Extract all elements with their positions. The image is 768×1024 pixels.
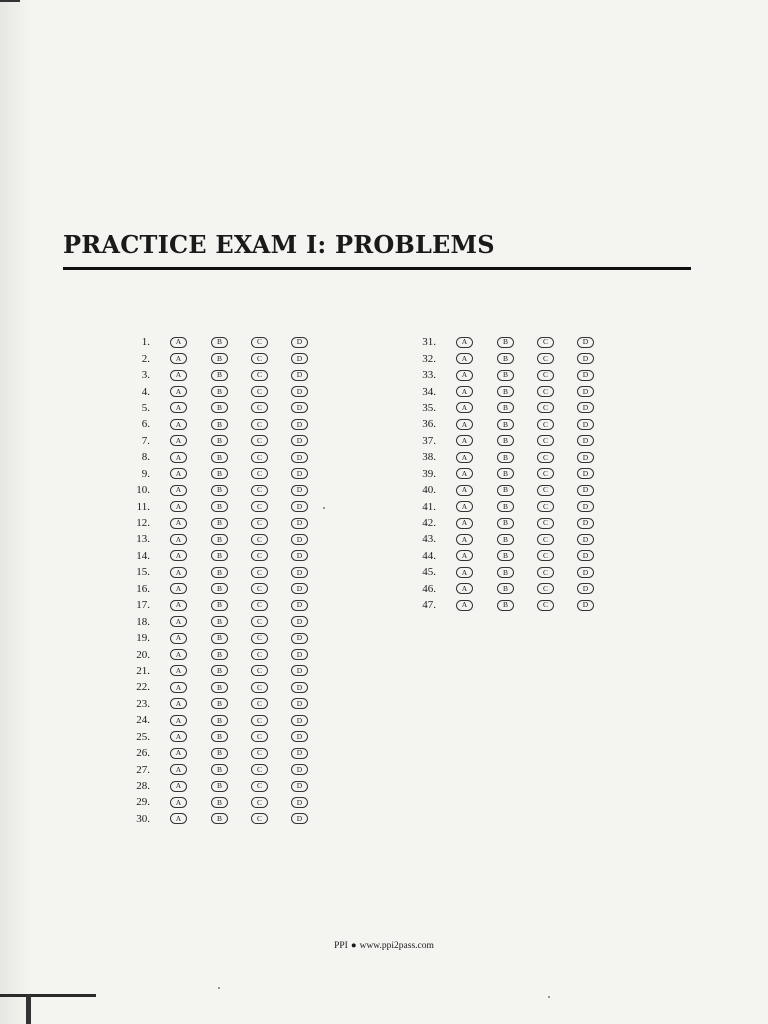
answer-bubble-b[interactable]: B <box>211 813 228 824</box>
answer-bubble-b[interactable]: B <box>211 698 228 709</box>
scan-corner-mark <box>26 995 31 1024</box>
answer-bubble-d[interactable]: D <box>291 518 308 529</box>
answer-row <box>404 350 594 366</box>
answer-bubble-b[interactable]: B <box>497 501 514 512</box>
answer-row <box>404 383 594 399</box>
answer-bubble-c[interactable]: C <box>251 402 268 413</box>
scan-speck <box>548 996 550 998</box>
answer-row <box>118 613 308 629</box>
page-footer <box>0 941 768 951</box>
question-number: 1. <box>141 336 150 349</box>
question-number: 35. <box>422 401 436 414</box>
scan-speck <box>218 987 220 989</box>
question-number: 43. <box>422 533 436 546</box>
answer-bubble-c[interactable]: C <box>251 633 268 644</box>
question-number: 42. <box>422 517 436 530</box>
answer-row <box>404 400 594 416</box>
answer-row <box>118 679 308 695</box>
answer-bubble-a[interactable]: A <box>170 698 187 709</box>
answer-row <box>118 350 308 366</box>
answer-bubble-d[interactable]: D <box>291 501 308 512</box>
scan-speck <box>323 507 325 509</box>
answer-bubble-a[interactable]: A <box>170 731 187 742</box>
question-number: 45. <box>422 566 436 579</box>
answer-column-left <box>118 334 308 827</box>
answer-row <box>404 548 594 564</box>
answer-bubble-d[interactable]: D <box>577 353 594 364</box>
answer-bubble-c[interactable]: C <box>537 518 554 529</box>
answer-bubble-c[interactable]: C <box>537 353 554 364</box>
answer-row <box>118 778 308 794</box>
answer-bubble-d[interactable]: D <box>577 435 594 446</box>
answer-bubble-b[interactable]: B <box>211 731 228 742</box>
answer-bubble-a[interactable]: A <box>456 534 473 545</box>
question-number: 44. <box>422 549 436 562</box>
answer-bubble-a[interactable]: A <box>170 567 187 578</box>
answer-row <box>118 416 308 432</box>
page-title: PRACTICE EXAM I: PROBLEMS <box>63 230 495 259</box>
answer-row <box>118 630 308 646</box>
answer-bubble-d[interactable]: D <box>291 649 308 660</box>
answer-bubble-d[interactable]: D <box>291 402 308 413</box>
answer-row <box>118 729 308 745</box>
answer-bubble-b[interactable]: B <box>211 402 228 413</box>
answer-bubble-d[interactable]: D <box>577 419 594 430</box>
answer-bubble-d[interactable]: D <box>577 518 594 529</box>
answer-bubble-a[interactable]: A <box>170 337 187 348</box>
answer-row <box>404 531 594 547</box>
answer-bubble-a[interactable]: A <box>456 419 473 430</box>
answer-row <box>118 482 308 498</box>
answer-bubble-d[interactable]: D <box>291 600 308 611</box>
answer-bubble-b[interactable]: B <box>497 468 514 479</box>
answer-bubble-c[interactable]: C <box>251 583 268 594</box>
answer-bubble-c[interactable]: C <box>251 435 268 446</box>
answer-bubble-c[interactable]: C <box>537 534 554 545</box>
answer-bubble-b[interactable]: B <box>211 370 228 381</box>
answer-row <box>404 334 594 350</box>
answer-bubble-b[interactable]: B <box>497 370 514 381</box>
question-number: 6. <box>141 418 150 431</box>
answer-bubble-b[interactable]: B <box>497 567 514 578</box>
answer-bubble-a[interactable]: A <box>456 567 473 578</box>
question-number: 23. <box>136 697 150 710</box>
answer-bubble-c[interactable]: C <box>537 600 554 611</box>
question-number: 20. <box>136 648 150 661</box>
answer-bubble-d[interactable]: D <box>291 468 308 479</box>
answer-bubble-b[interactable]: B <box>211 550 228 561</box>
question-number: 9. <box>141 467 150 480</box>
answer-bubble-d[interactable]: D <box>577 337 594 348</box>
answer-bubble-b[interactable]: B <box>211 485 228 496</box>
answer-bubble-d[interactable]: D <box>577 468 594 479</box>
question-number: 24. <box>136 714 150 727</box>
answer-bubble-c[interactable]: C <box>251 600 268 611</box>
answer-bubble-d[interactable]: D <box>577 386 594 397</box>
answer-bubble-b[interactable]: B <box>497 419 514 430</box>
question-number: 3. <box>141 369 150 382</box>
answer-bubble-c[interactable]: C <box>251 616 268 627</box>
answer-bubble-a[interactable]: A <box>456 600 473 611</box>
answer-bubble-b[interactable]: B <box>211 435 228 446</box>
question-number: 10. <box>136 484 150 497</box>
answer-bubble-d[interactable]: D <box>291 682 308 693</box>
answer-bubble-c[interactable]: C <box>537 402 554 413</box>
answer-bubble-d[interactable]: D <box>291 534 308 545</box>
answer-bubble-a[interactable]: A <box>170 402 187 413</box>
answer-bubble-c[interactable]: C <box>537 370 554 381</box>
answer-bubble-b[interactable]: B <box>497 583 514 594</box>
question-number: 36. <box>422 418 436 431</box>
answer-bubble-d[interactable]: D <box>577 501 594 512</box>
answer-bubble-d[interactable]: D <box>291 485 308 496</box>
answer-row <box>118 433 308 449</box>
question-number: 16. <box>136 582 150 595</box>
answer-bubble-b[interactable]: B <box>211 665 228 676</box>
answer-bubble-b[interactable]: B <box>211 534 228 545</box>
answer-bubble-c[interactable]: C <box>251 419 268 430</box>
answer-bubble-a[interactable]: A <box>456 386 473 397</box>
question-number: 28. <box>136 780 150 793</box>
question-number: 15. <box>136 566 150 579</box>
answer-bubble-a[interactable]: A <box>456 353 473 364</box>
question-number: 27. <box>136 763 150 776</box>
title-rule <box>63 267 691 270</box>
answer-bubble-a[interactable]: A <box>170 813 187 824</box>
answer-bubble-c[interactable]: C <box>251 501 268 512</box>
question-number: 13. <box>136 533 150 546</box>
answer-bubble-b[interactable]: B <box>497 550 514 561</box>
answer-bubble-b[interactable]: B <box>211 567 228 578</box>
answer-bubble-b[interactable]: B <box>211 748 228 759</box>
answer-bubble-b[interactable]: B <box>211 649 228 660</box>
question-number: 7. <box>141 434 150 447</box>
question-number: 32. <box>422 352 436 365</box>
answer-bubble-d[interactable]: D <box>291 419 308 430</box>
answer-bubble-d[interactable]: D <box>577 583 594 594</box>
answer-bubble-a[interactable]: A <box>456 550 473 561</box>
answer-bubble-a[interactable]: A <box>170 386 187 397</box>
answer-bubble-b[interactable]: B <box>211 583 228 594</box>
question-number: 37. <box>422 434 436 447</box>
answer-row <box>404 515 594 531</box>
answer-bubble-b[interactable]: B <box>211 386 228 397</box>
answer-bubble-a[interactable]: A <box>170 419 187 430</box>
answer-bubble-d[interactable]: D <box>577 485 594 496</box>
answer-bubble-a[interactable]: A <box>170 764 187 775</box>
answer-bubble-d[interactable]: D <box>291 353 308 364</box>
answer-row <box>118 383 308 399</box>
answer-bubble-d[interactable]: D <box>291 567 308 578</box>
answer-bubble-c[interactable]: C <box>251 534 268 545</box>
answer-bubble-a[interactable]: A <box>456 452 473 463</box>
answer-bubble-b[interactable]: B <box>497 485 514 496</box>
answer-bubble-d[interactable]: D <box>291 452 308 463</box>
answer-bubble-c[interactable]: C <box>251 485 268 496</box>
answer-bubble-a[interactable]: A <box>170 715 187 726</box>
answer-bubble-a[interactable]: A <box>456 501 473 512</box>
answer-bubble-d[interactable]: D <box>291 386 308 397</box>
answer-bubble-b[interactable]: B <box>211 781 228 792</box>
answer-bubble-d[interactable]: D <box>291 781 308 792</box>
answer-bubble-d[interactable]: D <box>291 698 308 709</box>
answer-bubble-c[interactable]: C <box>537 337 554 348</box>
answer-bubble-d[interactable]: D <box>291 748 308 759</box>
answer-column-right <box>404 334 594 613</box>
answer-bubble-d[interactable]: D <box>291 813 308 824</box>
answer-bubble-b[interactable]: B <box>211 616 228 627</box>
answer-bubble-b[interactable]: B <box>211 452 228 463</box>
answer-bubble-c[interactable]: C <box>251 715 268 726</box>
question-number: 41. <box>422 500 436 513</box>
answer-row <box>404 581 594 597</box>
answer-bubble-c[interactable]: C <box>251 731 268 742</box>
answer-bubble-a[interactable]: A <box>170 583 187 594</box>
answer-bubble-d[interactable]: D <box>291 764 308 775</box>
answer-bubble-c[interactable]: C <box>537 435 554 446</box>
question-number: 29. <box>136 796 150 809</box>
question-number: 47. <box>422 599 436 612</box>
question-number: 40. <box>422 484 436 497</box>
answer-row <box>118 498 308 514</box>
answer-bubble-b[interactable]: B <box>497 518 514 529</box>
answer-bubble-c[interactable]: C <box>537 567 554 578</box>
answer-bubble-c[interactable]: C <box>251 665 268 676</box>
answer-bubble-a[interactable]: A <box>170 370 187 381</box>
answer-bubble-c[interactable]: C <box>537 468 554 479</box>
question-number: 11. <box>136 500 150 513</box>
answer-bubble-a[interactable]: A <box>170 534 187 545</box>
answer-bubble-a[interactable]: A <box>170 748 187 759</box>
answer-row <box>118 761 308 777</box>
answer-row <box>404 482 594 498</box>
answer-bubble-a[interactable]: A <box>170 781 187 792</box>
question-number: 46. <box>422 582 436 595</box>
answer-bubble-a[interactable]: A <box>456 337 473 348</box>
answer-bubble-a[interactable]: A <box>170 633 187 644</box>
answer-bubble-a[interactable]: A <box>170 797 187 808</box>
answer-row <box>118 794 308 810</box>
answer-bubble-a[interactable]: A <box>456 485 473 496</box>
answer-bubble-a[interactable]: A <box>170 435 187 446</box>
answer-bubble-c[interactable]: C <box>251 452 268 463</box>
answer-bubble-b[interactable]: B <box>211 764 228 775</box>
question-number: 14. <box>136 549 150 562</box>
answer-bubble-b[interactable]: B <box>211 715 228 726</box>
question-number: 5. <box>141 401 150 414</box>
footer-url: www.ppi2pass.com <box>359 941 434 951</box>
answer-bubble-c[interactable]: C <box>537 419 554 430</box>
question-number: 8. <box>141 451 150 464</box>
answer-bubble-a[interactable]: A <box>170 452 187 463</box>
answer-bubble-c[interactable]: C <box>537 386 554 397</box>
answer-bubble-d[interactable]: D <box>577 370 594 381</box>
answer-bubble-a[interactable]: A <box>456 370 473 381</box>
answer-bubble-c[interactable]: C <box>251 698 268 709</box>
answer-bubble-a[interactable]: A <box>170 550 187 561</box>
answer-row <box>118 581 308 597</box>
scan-corner-mark <box>0 994 96 997</box>
answer-bubble-d[interactable]: D <box>577 600 594 611</box>
answer-bubble-a[interactable]: A <box>456 435 473 446</box>
answer-bubble-c[interactable]: C <box>251 682 268 693</box>
answer-row <box>404 416 594 432</box>
answer-bubble-d[interactable]: D <box>291 583 308 594</box>
answer-row <box>118 811 308 827</box>
answer-bubble-a[interactable]: A <box>170 501 187 512</box>
answer-bubble-a[interactable]: A <box>170 649 187 660</box>
answer-bubble-b[interactable]: B <box>211 797 228 808</box>
answer-bubble-d[interactable]: D <box>577 452 594 463</box>
answer-row <box>118 597 308 613</box>
answer-row <box>118 466 308 482</box>
answer-bubble-b[interactable]: B <box>211 600 228 611</box>
question-number: 21. <box>136 664 150 677</box>
answer-row <box>118 712 308 728</box>
answer-row <box>118 564 308 580</box>
answer-bubble-c[interactable]: C <box>537 501 554 512</box>
answer-row <box>118 449 308 465</box>
answer-bubble-c[interactable]: C <box>251 797 268 808</box>
question-number: 4. <box>141 385 150 398</box>
question-number: 38. <box>422 451 436 464</box>
answer-bubble-d[interactable]: D <box>291 435 308 446</box>
answer-bubble-b[interactable]: B <box>497 386 514 397</box>
answer-bubble-d[interactable]: D <box>291 715 308 726</box>
answer-bubble-c[interactable]: C <box>537 485 554 496</box>
answer-row <box>118 548 308 564</box>
answer-bubble-b[interactable]: B <box>211 682 228 693</box>
answer-bubble-a[interactable]: A <box>456 402 473 413</box>
answer-bubble-a[interactable]: A <box>170 682 187 693</box>
answer-bubble-c[interactable]: C <box>251 518 268 529</box>
scan-edge-shadow <box>0 0 34 1024</box>
question-number: 30. <box>136 812 150 825</box>
answer-bubble-d[interactable]: D <box>577 534 594 545</box>
answer-bubble-d[interactable]: D <box>291 337 308 348</box>
answer-bubble-d[interactable]: D <box>291 665 308 676</box>
answer-bubble-b[interactable]: B <box>497 600 514 611</box>
answer-bubble-c[interactable]: C <box>251 550 268 561</box>
question-number: 25. <box>136 730 150 743</box>
question-number: 34. <box>422 385 436 398</box>
answer-bubble-a[interactable]: A <box>456 518 473 529</box>
answer-bubble-d[interactable]: D <box>577 402 594 413</box>
answer-bubble-b[interactable]: B <box>497 353 514 364</box>
answer-bubble-a[interactable]: A <box>170 600 187 611</box>
answer-bubble-d[interactable]: D <box>291 616 308 627</box>
answer-row <box>118 531 308 547</box>
answer-bubble-c[interactable]: C <box>251 567 268 578</box>
footer-publisher: PPI <box>334 941 348 951</box>
answer-bubble-c[interactable]: C <box>251 468 268 479</box>
question-number: 39. <box>422 467 436 480</box>
answer-row <box>404 597 594 613</box>
question-number: 31. <box>422 336 436 349</box>
answer-bubble-a[interactable]: A <box>170 485 187 496</box>
scan-corner-mark <box>0 0 20 2</box>
answer-row <box>404 433 594 449</box>
question-number: 2. <box>141 352 150 365</box>
answer-bubble-c[interactable]: C <box>251 748 268 759</box>
answer-bubble-d[interactable]: D <box>291 797 308 808</box>
answer-bubble-b[interactable]: B <box>211 633 228 644</box>
answer-bubble-b[interactable]: B <box>211 518 228 529</box>
answer-bubble-a[interactable]: A <box>170 665 187 676</box>
answer-bubble-c[interactable]: C <box>251 370 268 381</box>
answer-bubble-c[interactable]: C <box>537 550 554 561</box>
answer-bubble-a[interactable]: A <box>456 468 473 479</box>
answer-bubble-b[interactable]: B <box>497 452 514 463</box>
question-number: 18. <box>136 615 150 628</box>
answer-bubble-c[interactable]: C <box>251 764 268 775</box>
question-number: 26. <box>136 747 150 760</box>
answer-bubble-d[interactable]: D <box>577 567 594 578</box>
answer-bubble-a[interactable]: A <box>170 353 187 364</box>
answer-row <box>404 367 594 383</box>
footer-bullet: ● <box>350 941 357 951</box>
answer-bubble-b[interactable]: B <box>211 419 228 430</box>
answer-row <box>118 646 308 662</box>
answer-bubble-c[interactable]: C <box>537 452 554 463</box>
answer-bubble-a[interactable]: A <box>456 583 473 594</box>
answer-bubble-a[interactable]: A <box>170 518 187 529</box>
answer-row <box>118 696 308 712</box>
question-number: 19. <box>136 632 150 645</box>
question-number: 17. <box>136 599 150 612</box>
answer-row <box>404 498 594 514</box>
answer-bubble-a[interactable]: A <box>170 468 187 479</box>
question-number: 33. <box>422 369 436 382</box>
answer-row <box>118 334 308 350</box>
answer-row <box>404 466 594 482</box>
answer-row <box>118 745 308 761</box>
answer-bubble-a[interactable]: A <box>170 616 187 627</box>
answer-bubble-c[interactable]: C <box>251 781 268 792</box>
question-number: 22. <box>136 681 150 694</box>
answer-bubble-c[interactable]: C <box>251 353 268 364</box>
answer-bubble-b[interactable]: B <box>497 435 514 446</box>
answer-row <box>404 449 594 465</box>
answer-bubble-d[interactable]: D <box>291 370 308 381</box>
answer-bubble-d[interactable]: D <box>291 633 308 644</box>
answer-bubble-c[interactable]: C <box>251 337 268 348</box>
answer-bubble-c[interactable]: C <box>537 583 554 594</box>
answer-row <box>118 515 308 531</box>
answer-bubble-b[interactable]: B <box>211 353 228 364</box>
answer-bubble-b[interactable]: B <box>211 468 228 479</box>
answer-row <box>404 564 594 580</box>
answer-row <box>118 663 308 679</box>
answer-bubble-d[interactable]: D <box>291 731 308 742</box>
answer-bubble-d[interactable]: D <box>577 550 594 561</box>
answer-bubble-b[interactable]: B <box>211 501 228 512</box>
answer-bubble-b[interactable]: B <box>211 337 228 348</box>
answer-bubble-b[interactable]: B <box>497 534 514 545</box>
answer-bubble-c[interactable]: C <box>251 386 268 397</box>
answer-row <box>118 367 308 383</box>
answer-bubble-c[interactable]: C <box>251 649 268 660</box>
answer-bubble-b[interactable]: B <box>497 402 514 413</box>
answer-bubble-b[interactable]: B <box>497 337 514 348</box>
answer-row <box>118 400 308 416</box>
question-number: 12. <box>136 517 150 530</box>
answer-bubble-c[interactable]: C <box>251 813 268 824</box>
answer-bubble-d[interactable]: D <box>291 550 308 561</box>
